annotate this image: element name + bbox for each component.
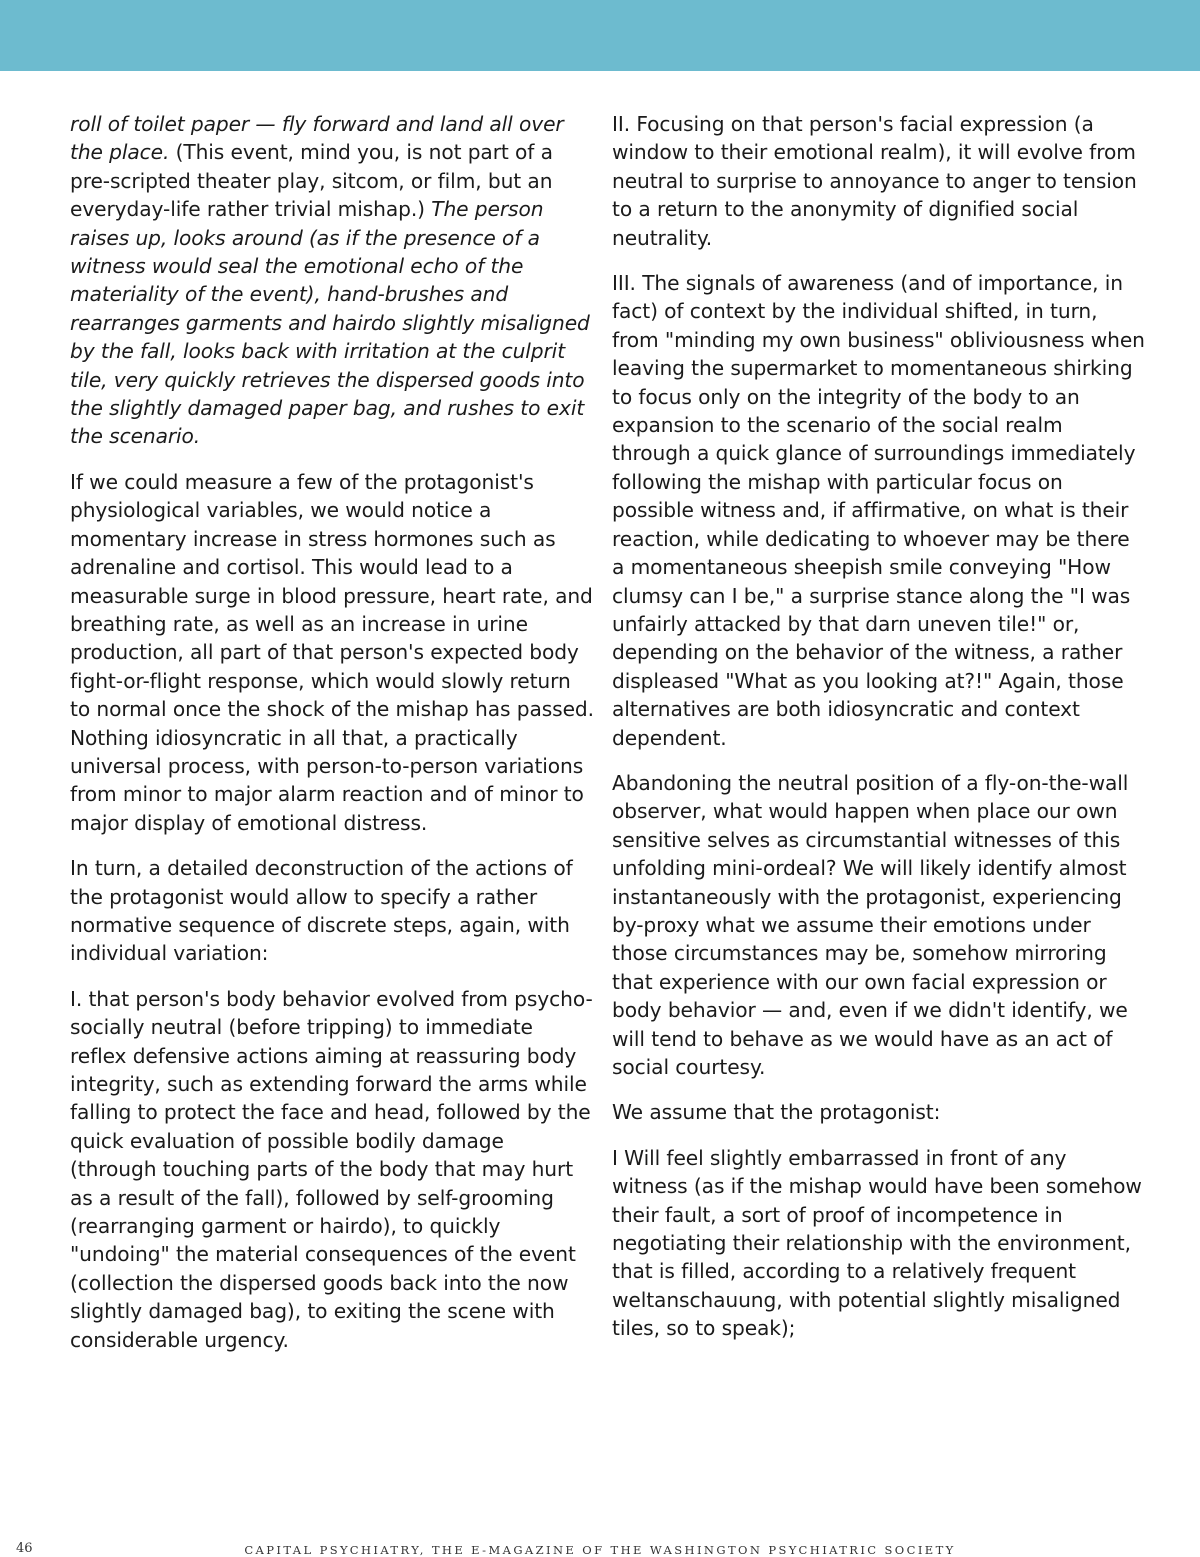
italic-text: The person raises up, looks around (as if the presence of a witness would seal the emotional echo of the materiality of the event), hand-brushes and rearranges garments and hairdo slightly misaligned by the fall, looks back with irritation at the culprit tile, very quickly retrieves the dispersed goods into the slightly damaged paper bag, and rushes to exit the scenario. (70, 197, 590, 449)
paragraph: In turn, a detailed deconstruction of the actions of the protagonist would allow to specify a rather normative sequence of discrete steps, again, with individual variation: (70, 856, 573, 966)
paragraph: If we could measure a few of the protagonist's physiological variables, we would notice a momentary increase in stress hormones such as adrenaline and cortisol. This would lead to a measurable surge in blood pressure, heart rate, and breathing rate, as well as an increase in urine production, all part of that person's expected body fight-or-flight response, which would slowly return to normal once the shock of the mishap has passed. Nothing idiosyncratic in all that, a practically universal process, with person-to-person variations from minor to major alarm reaction and of minor to major display of emotional distress. (70, 469, 594, 835)
paragraph: Abandoning the neutral position of a fly-on-the-wall observer, what would happen when place our own sensitive selves as circumstantial witnesses of this unfolding mini-ordeal? We will likely identify almost instantaneously with the protagonist, experiencing by-proxy what we assume their emotions under those circumstances may be, somehow mirroring that experience with our own facial expression or body behavior — and, even if we didn't identify, we will tend to behave as we would have as an act of social courtesy. (612, 770, 1129, 1079)
header-band (0, 0, 1200, 71)
right-column (612, 110, 1147, 1360)
left-column (70, 110, 595, 1371)
paragraph (70, 110, 595, 451)
paragraph: I. that person's body behavior evolved from psycho-socially neutral (before tripping) to immediate reflex defensive actions aiming at reassuring body integrity, such as extending forward the arms while falling to protect the face and head, followed by the quick evaluation of possible bodily damage (through touching parts of the body that may hurt as a result of the fall), followed by self-grooming (rearranging garment or hairdo), to quickly "undoing" the material consequences of the event (collection the dispersed goods back into the now slightly damaged bag), to exiting the scene with considerable urgency. (70, 986, 593, 1352)
paragraph: I Will feel slightly embarrassed in front of any witness (as if the mishap would have been somehow their fault, a sort of proof of incompetence in negotiating their relationship with the environment, that is filled, according to a relatively frequent weltanschauung, with potential slightly misaligned tiles, so to speak); (612, 1145, 1142, 1341)
page-number: 46 (16, 1541, 33, 1556)
paragraph-text: (This event, mind you, is not part of a pre-scripted theater play, sitcom, or film, but an everyday-life rather trivial mishap.) (70, 140, 553, 222)
paragraph: We assume that the protagonist: (612, 1100, 941, 1125)
publication-footer: CAPITAL PSYCHIATRY, THE E-MAGAZINE OF THE WASHINGTON PSYCHIATRIC SOCIETY (244, 1543, 956, 1557)
paragraph: II. Focusing on that person's facial expression (a window to their emotional realm), it will evolve from neutral to surprise to annoyance to anger to tension to a return to the anonymity of dignified social neutrality. (612, 112, 1137, 250)
italic-text: roll of toilet paper — fly forward and land all over the place. (70, 112, 564, 165)
paragraph: III. The signals of awareness (and of importance, in fact) of context by the individual shifted, in turn, from "minding my own business" obliviousness when leaving the supermarket to momentaneous shirking to focus only on the integrity of the body to an expansion to the scenario of the social realm through a quick glance of surroundings immediately following the mishap with particular focus on possible witness and, if affirmative, on what is their reaction, while dedicating to whoever may be there a momentaneous sheepish smile conveying "How clumsy can I be," a surprise stance along the "I was unfairly attacked by that darn uneven tile!" or, depending on the behavior of the witness, a rather displeased "What as you looking at?!" Again, those alternatives are both idiosyncratic and context dependent. (612, 271, 1145, 750)
